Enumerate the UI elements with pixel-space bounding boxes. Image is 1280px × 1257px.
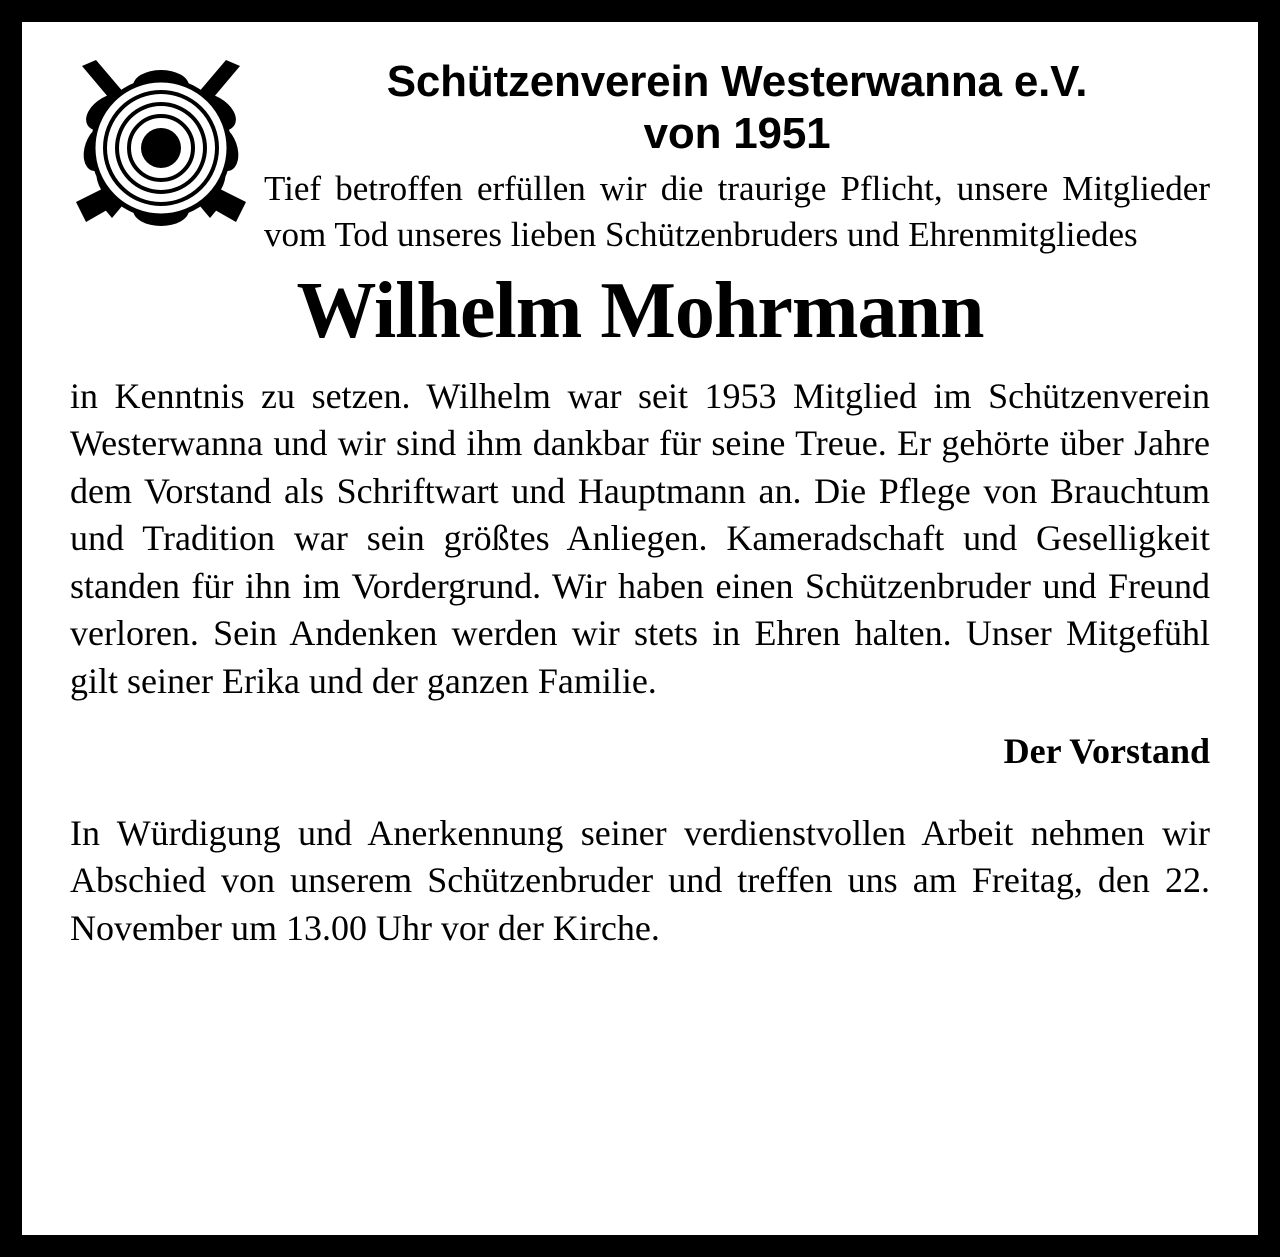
obituary-notice [22, 22, 1258, 1235]
closing-paragraph: In Würdigung und Anerkennung seiner verdienstvollen Arbeit nehmen wir Abschied von unserem Schützenbruder und treffen uns am Freitag, den 22. November um 13.00 Uhr vor der Kirche. [70, 812, 1210, 948]
header-text-block [264, 50, 1210, 259]
club-name-line1: Schützenverein Westerwanna e.V. [386, 57, 1088, 106]
deceased-name: Wilhelm Mohrmann [296, 266, 984, 355]
shooting-target-with-crossed-rifles-and-laurel-emblem [76, 60, 246, 226]
club-name-line2: von 1951 [643, 108, 831, 158]
notice-header [70, 50, 1210, 259]
club-emblem [70, 56, 252, 241]
intro-paragraph: Tief betroffen erfüllen wir die traurige Pflicht, unsere Mitglieder vom Tod unseres lieben Schützenbruders und Ehrenmitgliedes [264, 168, 1210, 255]
signature-line: Der Vorstand [1003, 730, 1210, 771]
body-paragraph: in Kenntnis zu setzen. Wilhelm war seit 1953 Mitglied im Schützenverein Westerwanna und wir sind ihm dankbar für seine Treue. Er gehörte über Jahre dem Vorstand als Schriftwart und Hauptmann an. Die Pflege von Brauchtum und Tradition war sein größtes Anliegen. Kameradschaft und Geselligkeit standen für ihn im Vordergrund. Wir haben einen Schützenbruder und Freund verloren. Sein Andenken werden wir stets in Ehren halten. Unser Mitgefühl gilt seiner Erika und der ganzen Familie. [70, 375, 1210, 701]
